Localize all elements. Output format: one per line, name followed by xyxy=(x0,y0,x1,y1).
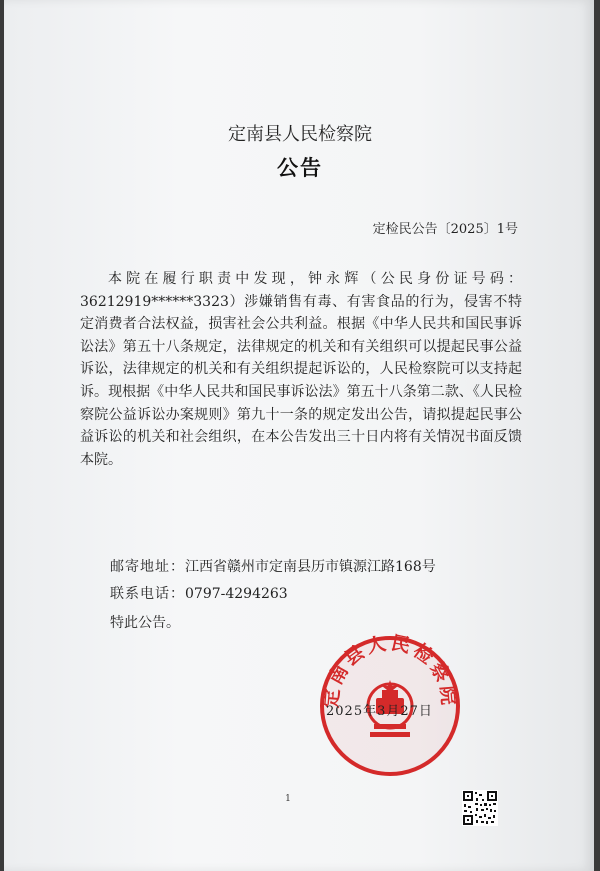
qr-code-icon xyxy=(462,790,498,826)
seal-text: 定南县人民检察院 xyxy=(320,632,460,709)
phone-row xyxy=(110,583,288,603)
document-number: 定检民公告〔2025〕1号 xyxy=(372,222,518,237)
issue-date: 2025年3月27日 xyxy=(326,704,433,719)
address-label: 邮寄地址： xyxy=(110,559,185,575)
page-number: 1 xyxy=(285,794,291,804)
phone-value: 0797-4294263 xyxy=(185,586,288,602)
organization-title: 定南县人民检察院 xyxy=(228,124,372,145)
closing-remark: 特此公告。 xyxy=(110,615,180,631)
announcement-body: 本院在履行职责中发现，钟永辉（公民身份证号码：36212919******3323）涉嫌销售有毒、有害食品的行为，侵害不特定消费者合法权益，损害社会公共利益。根据《中华人民共和国民事诉讼法》第五十八条规定，法律规定的机关和有关组织可以提起民事公益诉讼，法律规定的机关和有关组织提起诉讼的，人民检察院可以支持起诉。现根据《中华人民共和国民事诉讼法》第五十八条第二款、《人民检察院公益诉讼办案规则》第九十一条的规定发出公告，请拟提起民事公益诉讼的机关和社会组织，在本公告发出三十日内将有关情况书面反馈本院。 xyxy=(80,271,522,468)
address-value: 江西省赣州市定南县历市镇源江路168号 xyxy=(185,559,436,575)
phone-label: 联系电话： xyxy=(110,586,185,602)
address-row xyxy=(110,556,436,576)
document-title: 公告 xyxy=(277,155,323,180)
